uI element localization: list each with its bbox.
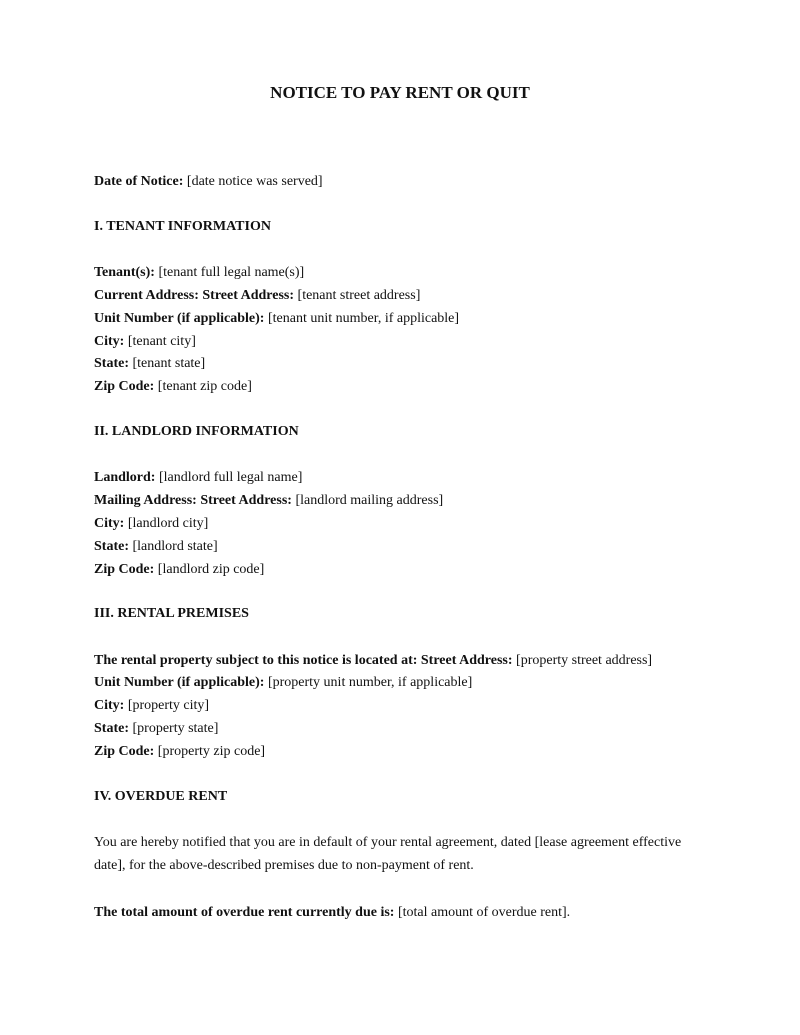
section-heading-tenant: I. TENANT INFORMATION <box>94 219 271 234</box>
field-value: [landlord state] <box>132 539 218 554</box>
field-label: Zip Code: <box>94 744 155 759</box>
field-value: [property unit number, if applicable] <box>267 675 473 690</box>
field-label: Zip Code: <box>94 562 155 577</box>
field-value: [tenant full legal name(s)] <box>158 265 305 280</box>
tenant-field <box>94 310 459 328</box>
premises-field <box>94 743 265 761</box>
landlord-field <box>94 469 302 487</box>
field-value: [property city] <box>127 698 210 713</box>
landlord-field <box>94 538 218 556</box>
field-label: Date of Notice: <box>94 174 184 189</box>
field-label: Mailing Address: Street Address: <box>94 493 292 508</box>
date-of-notice-line <box>94 173 323 191</box>
field-label: The total amount of overdue rent currently due is: <box>94 905 395 920</box>
field-value: [landlord zip code] <box>157 562 265 577</box>
premises-field <box>94 674 472 692</box>
overdue-total-line <box>94 904 570 922</box>
field-label: State: <box>94 356 129 371</box>
field-label: State: <box>94 539 129 554</box>
tenant-field <box>94 264 304 282</box>
field-value: [tenant state] <box>132 356 206 371</box>
tenant-field <box>94 333 196 351</box>
field-value: [property zip code] <box>157 744 266 759</box>
field-value: [date notice was served] <box>186 174 323 189</box>
field-label: City: <box>94 698 125 713</box>
field-label: Current Address: Street Address: <box>94 288 295 303</box>
field-label: Landlord: <box>94 470 156 485</box>
field-label: Zip Code: <box>94 379 155 394</box>
field-label: State: <box>94 721 129 736</box>
field-label: Unit Number (if applicable): <box>94 675 265 690</box>
field-value: [landlord mailing address] <box>295 493 444 508</box>
document-title: NOTICE TO PAY RENT OR QUIT <box>270 83 530 102</box>
field-value: [tenant zip code] <box>157 379 252 394</box>
field-value: [tenant street address] <box>297 288 421 303</box>
field-label: Tenant(s): <box>94 265 155 280</box>
field-value: [property street address] <box>516 653 653 668</box>
field-value: [total amount of overdue rent]. <box>397 905 571 920</box>
landlord-field <box>94 561 264 579</box>
field-value: [landlord city] <box>127 516 209 531</box>
premises-field <box>94 697 209 715</box>
landlord-field <box>94 515 208 533</box>
field-label: City: <box>94 334 125 349</box>
field-label: City: <box>94 516 125 531</box>
field-value: [landlord full legal name] <box>158 470 303 485</box>
landlord-field <box>94 492 443 510</box>
field-label: Unit Number (if applicable): <box>94 311 265 326</box>
section-heading-premises: III. RENTAL PREMISES <box>94 606 249 621</box>
tenant-field <box>94 287 420 305</box>
field-value: [property state] <box>132 721 219 736</box>
section-heading-landlord: II. LANDLORD INFORMATION <box>94 424 299 439</box>
field-value: [tenant unit number, if applicable] <box>267 311 460 326</box>
default-notice-paragraph: You are hereby notified that you are in default of your rental agreement, dated [lease agreement effective date], for the above-described premises due to non-payment of rent. <box>94 835 682 873</box>
section-heading-overdue-rent: IV. OVERDUE RENT <box>94 789 228 804</box>
premises-field <box>94 652 652 670</box>
premises-field <box>94 720 218 738</box>
tenant-field <box>94 355 205 373</box>
tenant-field <box>94 378 252 396</box>
field-label: The rental property subject to this notice is located at: Street Address: <box>94 653 513 668</box>
field-value: [tenant city] <box>127 334 196 349</box>
